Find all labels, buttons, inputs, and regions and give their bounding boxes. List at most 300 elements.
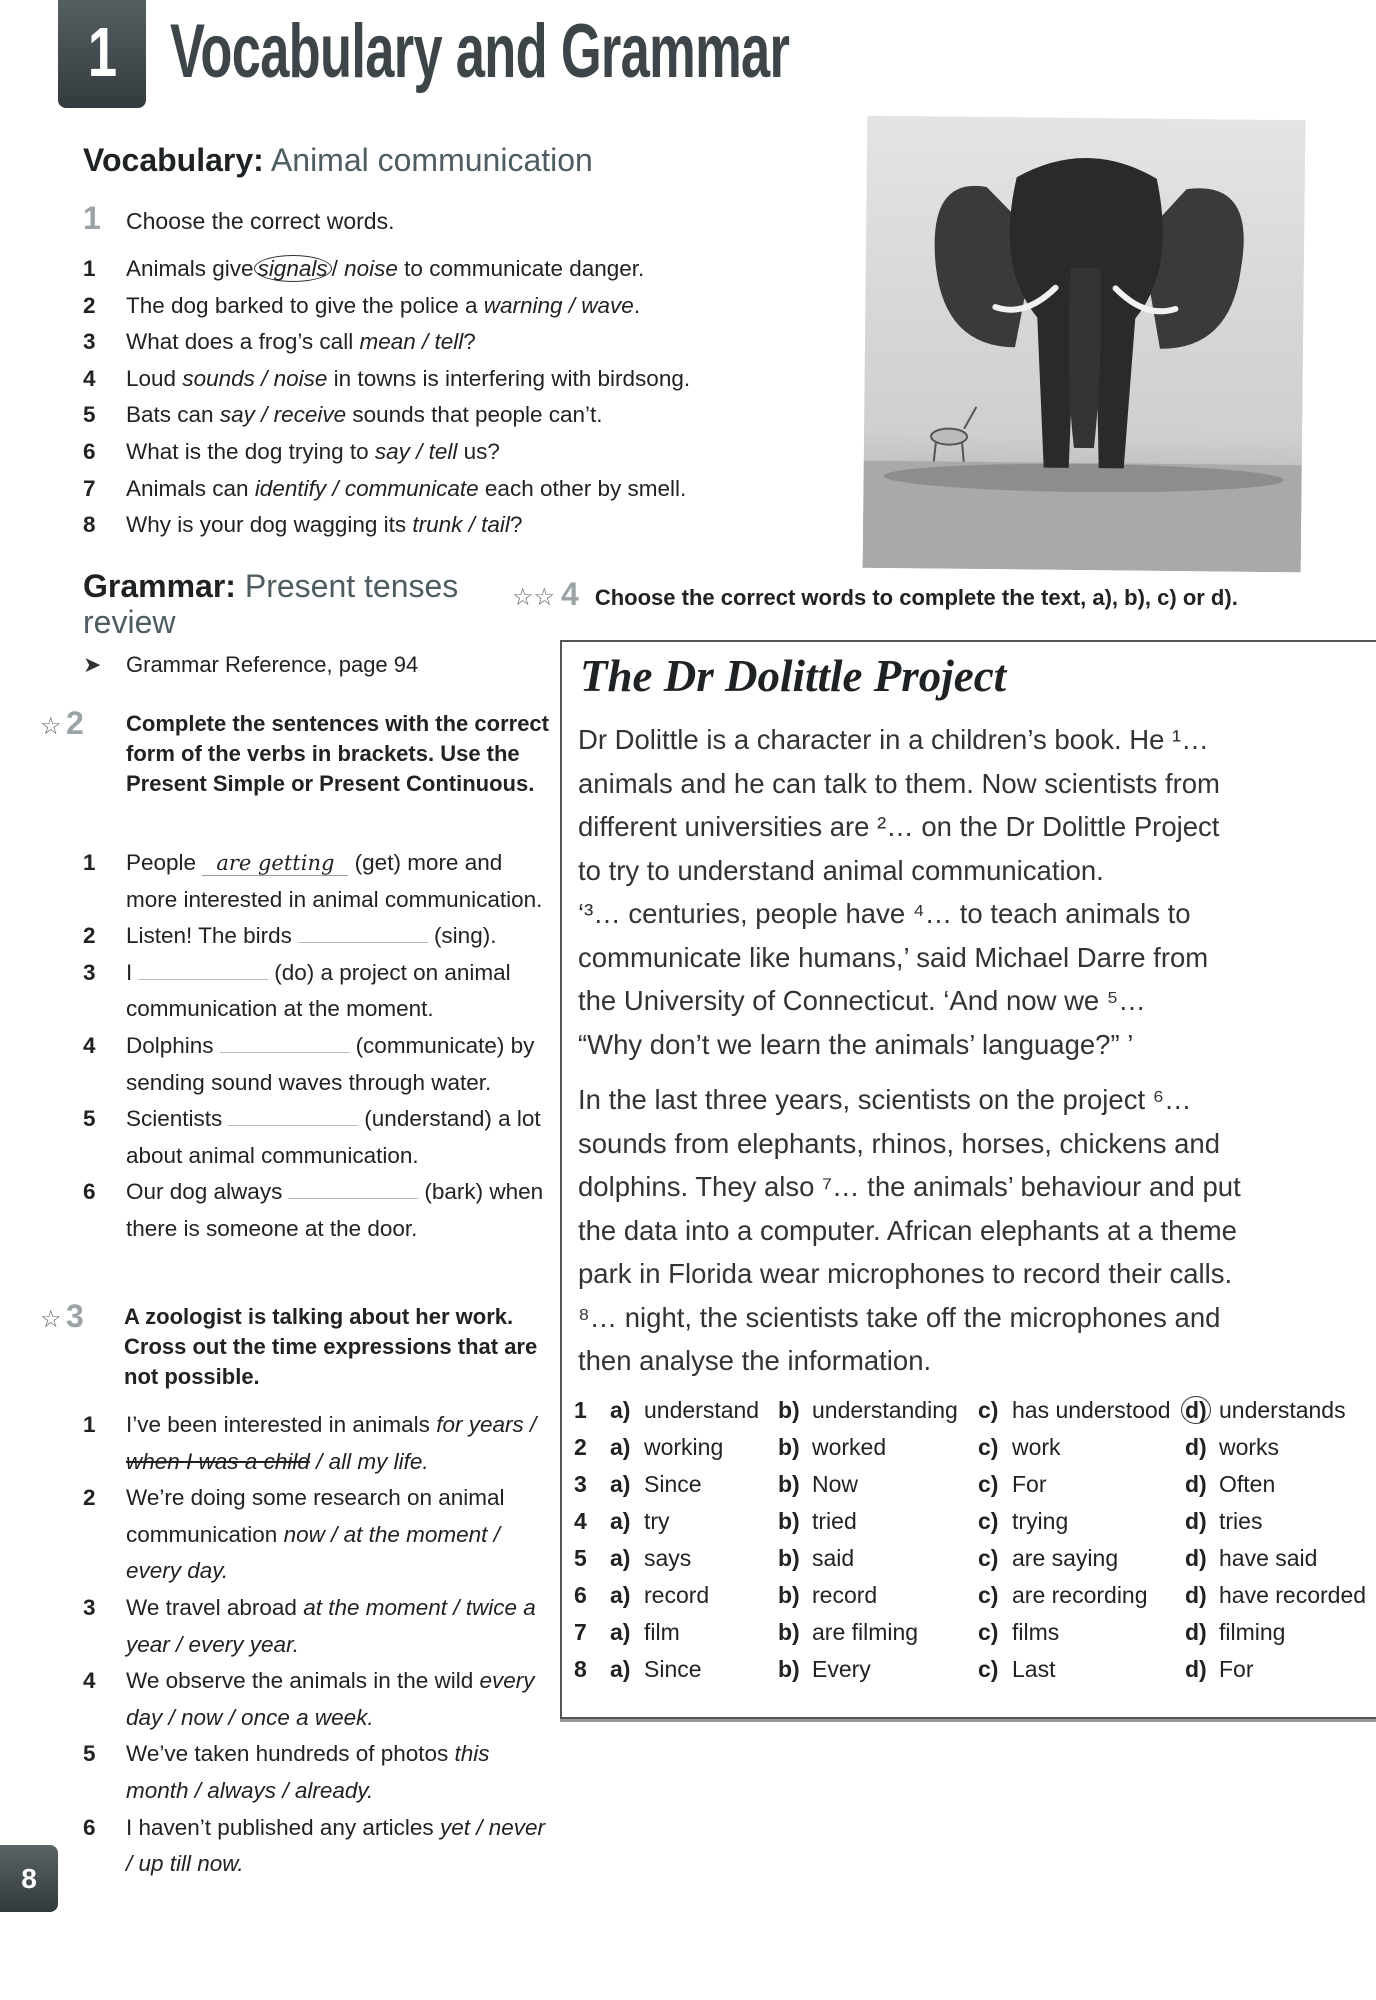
answer-option[interactable] (778, 1503, 978, 1540)
item-number: 3 (83, 959, 96, 985)
text-segment: (sing). (433, 923, 497, 949)
text-line: ⁸… night, the scientists take off the microphones and (578, 1301, 1221, 1333)
option-text[interactable]: for years / (436, 1412, 537, 1437)
text-segment: (understand) a lot about animal communication. (126, 1106, 541, 1168)
text-segment: us? (457, 438, 500, 464)
exercise-1-list (83, 251, 783, 544)
text-segment: Animals can (126, 475, 255, 501)
item-number: 1 (83, 850, 96, 875)
item-number: 2 (83, 1485, 96, 1511)
option-letter (610, 1392, 644, 1429)
text-segment: Our dog always (126, 1179, 283, 1205)
letter: b) (778, 1656, 800, 1682)
text-segment: ? (509, 512, 523, 538)
arrow-right-icon: ➤ (83, 652, 102, 677)
item-number: 4 (83, 1032, 96, 1058)
question-number: 4 (574, 1508, 587, 1534)
elephant-photo (863, 116, 1306, 573)
question-number: 5 (574, 1545, 587, 1571)
item-text (126, 1028, 558, 1101)
option-text: tried (812, 1508, 857, 1534)
option-text: have said (1219, 1545, 1318, 1571)
exercise-number: 3 (65, 1298, 84, 1334)
option-text: understands (1219, 1397, 1346, 1423)
item-number: 5 (83, 1106, 96, 1132)
handwritten-answer[interactable]: are getting (202, 851, 348, 876)
answer-option[interactable] (978, 1392, 1185, 1429)
options-row (574, 1392, 1376, 1429)
option-text[interactable]: say / receive (219, 402, 347, 428)
option-letter (778, 1540, 812, 1577)
option-letter (978, 1577, 1012, 1614)
vocabulary-label: Vocabulary: (83, 142, 264, 178)
vocabulary-heading (83, 142, 593, 179)
options-row (574, 1540, 1376, 1577)
item-text (126, 434, 783, 471)
answer-option[interactable] (1185, 1429, 1376, 1466)
letter: c) (978, 1471, 999, 1497)
answer-option[interactable] (610, 1577, 778, 1614)
answer-blank[interactable] (220, 1032, 350, 1053)
answer-option[interactable] (978, 1614, 1185, 1651)
option-text: record (644, 1582, 710, 1608)
list-item (83, 1480, 553, 1590)
option-text[interactable]: at the moment / twice a year / every year. (126, 1594, 536, 1657)
text-segment: We travel abroad (126, 1594, 304, 1620)
option-text: said (812, 1545, 855, 1571)
text-segment: sounds that people can’t. (346, 402, 603, 428)
option-letter (978, 1392, 1012, 1429)
answer-option[interactable] (778, 1540, 978, 1577)
exercise-3-instruction: A zoologist is talking about her work. Cross out the time expressions that are not possible. (124, 1304, 538, 1389)
text-segment: What is the dog trying to (126, 438, 375, 464)
answer-blank[interactable] (138, 959, 268, 980)
text-segment: Listen! The birds (126, 923, 292, 949)
chapter-number: 1 (87, 13, 117, 91)
item-number: 1 (83, 1412, 96, 1437)
item-number: 4 (83, 365, 96, 391)
answer-option[interactable] (610, 1503, 778, 1540)
item-text (126, 1810, 553, 1883)
item-number: 3 (83, 1594, 96, 1620)
letter: b) (778, 1582, 800, 1608)
letter: c) (978, 1656, 999, 1682)
grammar-label: Grammar: (83, 568, 236, 604)
option-letter (1185, 1429, 1219, 1466)
option-text[interactable]: warning / wave (483, 292, 634, 318)
options-row (574, 1651, 1376, 1688)
option-text: are saying (1012, 1545, 1119, 1571)
grammar-reference-text: Grammar Reference, page 94 (126, 652, 419, 677)
item-number: 5 (83, 1741, 96, 1767)
option-letter (610, 1540, 644, 1577)
text-segment: People (126, 850, 203, 875)
item-number: 8 (83, 512, 96, 538)
option-letter (1185, 1540, 1219, 1577)
page-number-badge (0, 1845, 58, 1912)
letter: b) (778, 1619, 800, 1645)
letter: d) (1185, 1619, 1207, 1645)
option-text[interactable]: trunk / tail (412, 512, 510, 538)
item-text (126, 1663, 553, 1736)
option-text: tries (1219, 1508, 1263, 1534)
item-number: 6 (83, 1179, 96, 1205)
letter: a) (610, 1508, 631, 1534)
option-text: record (812, 1582, 878, 1608)
letter: a) (610, 1434, 631, 1460)
option-text: works (1219, 1434, 1280, 1460)
text-line: then analyse the information. (578, 1345, 932, 1376)
answer-option[interactable] (778, 1466, 978, 1503)
answer-option[interactable] (1185, 1392, 1376, 1429)
letter: a) (610, 1656, 631, 1682)
option-letter (1185, 1392, 1219, 1429)
answer-option[interactable] (1185, 1503, 1376, 1540)
text-segment: . (633, 292, 641, 318)
text-segment: We’ve taken hundreds of photos (126, 1741, 455, 1767)
item-number: 4 (83, 1668, 96, 1694)
option-letter (1185, 1466, 1219, 1503)
answer-option[interactable] (610, 1651, 778, 1688)
option-letter (778, 1577, 812, 1614)
text-segment: We’re doing some research on animal communication (126, 1485, 505, 1547)
text-segment: Dolphins (126, 1032, 214, 1058)
circled-letter: d) (1181, 1396, 1211, 1424)
item-number: 5 (83, 402, 96, 428)
list-item (83, 471, 783, 508)
option-letter (778, 1614, 812, 1651)
option-text[interactable]: yet / never / up till now. (126, 1814, 545, 1877)
option-letter (610, 1577, 644, 1614)
item-text (126, 288, 783, 325)
list-item (83, 1028, 558, 1101)
letter: d) (1185, 1508, 1207, 1534)
exercise-number: 2 (65, 705, 84, 741)
letter: a) (610, 1545, 631, 1571)
item-text (126, 955, 558, 1028)
list-item (83, 507, 783, 544)
text-line: animals and he can talk to them. Now scientists from (578, 767, 1220, 799)
exercise-1-header (83, 200, 394, 237)
answer-option[interactable] (610, 1429, 778, 1466)
item-number: 7 (83, 475, 96, 501)
answer-option[interactable] (778, 1577, 978, 1614)
text-line: different universities are ²… on the Dr Dolittle Project (578, 811, 1220, 842)
exercise-4-header (512, 576, 1238, 613)
option-text: Since (644, 1656, 702, 1682)
item-text (126, 324, 783, 361)
answer-option[interactable] (978, 1540, 1185, 1577)
item-text (126, 471, 783, 508)
option-text: Often (1219, 1471, 1276, 1497)
text-segment: I haven’t published any articles (126, 1814, 440, 1840)
option-text[interactable]: now / at the moment / every day. (126, 1521, 500, 1584)
exercise-3-header (40, 1298, 84, 1335)
letter: a) (610, 1582, 631, 1608)
answer-option[interactable] (778, 1429, 978, 1466)
answer-option[interactable] (1185, 1651, 1376, 1688)
option-letter (610, 1614, 644, 1651)
option-text: working (644, 1434, 724, 1460)
reading-paragraph-2 (578, 1078, 1241, 1383)
two-stars-icon: ☆☆ (512, 584, 556, 611)
option-text: understanding (812, 1397, 958, 1423)
text-segment: We observe the animals in the wild (126, 1668, 480, 1694)
option-letter (978, 1651, 1012, 1688)
answer-option[interactable] (1185, 1577, 1376, 1614)
option-letter (778, 1503, 812, 1540)
letter: a) (610, 1397, 631, 1423)
text-segment: The dog barked to give the police a (126, 292, 484, 318)
text-segment: (get) more and more interested in animal communication. (126, 850, 543, 912)
text-segment: Animals give (126, 256, 254, 281)
option-letter (978, 1429, 1012, 1466)
text-segment: (communicate) by sending sound waves through water. (126, 1032, 535, 1095)
option-text[interactable]: every day / now / once a week. (126, 1668, 535, 1730)
letter: b) (778, 1471, 800, 1497)
option-text: understand (644, 1397, 760, 1423)
text-segment: / (331, 256, 345, 281)
text-segment: I’ve been interested in animals (126, 1412, 437, 1437)
text-line: park in Florida wear microphones to record their calls. (578, 1258, 1233, 1289)
option-text: says (644, 1545, 692, 1571)
options-row (574, 1503, 1376, 1540)
text-segment: ? (463, 329, 476, 355)
list-item (83, 1810, 553, 1883)
text-segment: to communicate danger. (397, 256, 645, 281)
text-segment: I (126, 959, 133, 985)
option-text: Last (1012, 1656, 1056, 1682)
text-segment: in towns is interfering with birdsong. (327, 365, 691, 391)
answer-option[interactable] (610, 1540, 778, 1577)
option-text: are recording (1012, 1582, 1148, 1608)
option-letter (778, 1429, 812, 1466)
grammar-topic: Present tenses (244, 568, 459, 604)
star-icon: ☆ (40, 713, 62, 740)
reading-paragraph-1 (578, 718, 1220, 1066)
chapter-title: Vocabulary and Grammar (170, 9, 790, 94)
answer-option[interactable] (978, 1577, 1185, 1614)
question-number: 7 (574, 1619, 587, 1645)
option-letter (978, 1614, 1012, 1651)
grammar-reference[interactable] (83, 652, 418, 678)
letter: c) (978, 1434, 999, 1460)
item-text (126, 1736, 553, 1809)
grammar-topic-continued: review (83, 604, 176, 640)
text-segment: Scientists (126, 1106, 223, 1132)
option-letter (1185, 1651, 1219, 1688)
answer-blank[interactable] (298, 922, 428, 943)
exercise-4-instruction: Choose the correct words to complete the text, a), b), c) or d). (594, 585, 1238, 610)
answer-option[interactable] (978, 1503, 1185, 1540)
letter: c) (978, 1508, 999, 1534)
star-icon: ☆ (40, 1306, 62, 1333)
item-text (126, 1174, 558, 1247)
list-item (83, 918, 558, 955)
option-letter (778, 1392, 812, 1429)
answer-option[interactable] (978, 1466, 1185, 1503)
list-item (83, 1663, 553, 1736)
options-row (574, 1577, 1376, 1614)
option-letter (978, 1503, 1012, 1540)
option-text: has understood (1012, 1397, 1171, 1423)
option-text: work (1012, 1434, 1061, 1460)
answer-option[interactable] (610, 1614, 778, 1651)
letter: a) (610, 1619, 631, 1645)
list-item (83, 1736, 553, 1809)
letter: c) (978, 1582, 999, 1608)
text-line: “Why don’t we learn the animals’ language?” ’ (578, 1028, 1134, 1060)
exercise-2-list (83, 845, 558, 1248)
reading-title: The Dr Dolittle Project (580, 651, 1007, 701)
option-text: Since (644, 1471, 702, 1497)
answer-blank[interactable] (228, 1105, 358, 1126)
letter: b) (778, 1397, 800, 1423)
crossed-out-option[interactable]: when I was a child (126, 1448, 310, 1474)
list-item (83, 1590, 553, 1663)
exercise-number: 1 (83, 200, 101, 236)
item-text (126, 361, 783, 398)
option-text[interactable]: noise (344, 256, 398, 281)
letter: b) (778, 1545, 800, 1571)
list-item (83, 361, 783, 398)
item-text (126, 1590, 553, 1663)
option-text[interactable]: mean / tell (359, 329, 464, 355)
text-line: dolphins. They also ⁷… the animals’ behaviour and put (578, 1171, 1241, 1202)
option-text[interactable]: sounds / noise (182, 365, 328, 391)
exercise-2-header (40, 705, 84, 742)
answer-option[interactable] (610, 1466, 778, 1503)
item-text (126, 507, 783, 544)
option-text[interactable]: / all my life. (309, 1448, 429, 1474)
letter: d) (1185, 1656, 1207, 1682)
option-text: films (1012, 1619, 1060, 1645)
option-text: For (1219, 1656, 1254, 1682)
list-item (83, 397, 783, 434)
option-letter (1185, 1577, 1219, 1614)
answer-option[interactable] (778, 1614, 978, 1651)
list-item (83, 1101, 558, 1174)
exercise-instruction: Choose the correct words. (126, 208, 395, 234)
options-row (574, 1614, 1376, 1651)
option-text: trying (1012, 1508, 1069, 1534)
vocabulary-topic: Animal communication (270, 142, 593, 178)
option-text: are filming (812, 1619, 919, 1645)
item-text (126, 1480, 553, 1590)
question-number: 1 (574, 1397, 587, 1423)
item-text (126, 251, 783, 288)
option-text[interactable]: say / tell (374, 438, 458, 464)
option-text[interactable]: this month / always / already. (126, 1741, 490, 1803)
answer-option[interactable] (610, 1392, 778, 1429)
option-text: worked (812, 1434, 887, 1460)
letter: c) (978, 1619, 999, 1645)
item-text (126, 1407, 553, 1480)
answer-option[interactable] (1185, 1614, 1376, 1651)
list-item (83, 1174, 558, 1247)
exercise-3-list (83, 1407, 553, 1883)
option-letter (610, 1503, 644, 1540)
list-item (83, 324, 783, 361)
question-number: 6 (574, 1582, 587, 1608)
letter: b) (778, 1434, 800, 1460)
option-letter (610, 1429, 644, 1466)
option-letter (610, 1466, 644, 1503)
item-text (126, 397, 783, 434)
exercise-2-instruction: Complete the sentences with the correct form of the verbs in brackets. Use the Present Simple or Present Continuous. (126, 711, 549, 796)
option-text: have recorded (1219, 1582, 1367, 1608)
answer-options-table (574, 1392, 1376, 1688)
list-item (83, 288, 783, 325)
answer-option[interactable] (978, 1651, 1185, 1688)
text-line: ‘³… centuries, people have ⁴… to teach animals to (578, 898, 1191, 929)
option-text: film (644, 1619, 680, 1645)
answer-option[interactable] (1185, 1466, 1376, 1503)
option-letter (1185, 1614, 1219, 1651)
letter: d) (1185, 1582, 1207, 1608)
text-segment: Why is your dog wagging its (126, 512, 413, 538)
option-letter (1185, 1503, 1219, 1540)
exercise-number: 4 (561, 576, 579, 612)
text-segment: Bats can (126, 402, 220, 428)
answer-option[interactable] (778, 1651, 978, 1688)
letter: c) (978, 1545, 999, 1571)
option-text: Every (812, 1656, 871, 1682)
option-text[interactable]: identify / communicate (254, 475, 479, 501)
item-number: 6 (83, 438, 96, 464)
answer-option[interactable] (978, 1429, 1185, 1466)
grammar-heading (83, 568, 458, 640)
item-number: 3 (83, 329, 96, 355)
page-number: 8 (21, 1863, 37, 1894)
item-number: 6 (83, 1814, 96, 1840)
list-item (83, 1407, 553, 1480)
text-line: the University of Connecticut. ‘And now we ⁵… (578, 985, 1146, 1016)
letter: d) (1185, 1471, 1207, 1497)
question-number: 3 (574, 1471, 587, 1497)
letter: a) (610, 1471, 631, 1497)
text-segment: (do) a project on animal communication at the moment. (126, 959, 511, 1022)
text-segment: each other by smell. (478, 475, 687, 501)
item-number: 2 (83, 292, 96, 318)
option-letter (610, 1651, 644, 1688)
answer-option[interactable] (778, 1392, 978, 1429)
option-letter (978, 1466, 1012, 1503)
option-text: try (644, 1508, 670, 1534)
letter: d) (1185, 1545, 1207, 1571)
list-item (83, 845, 558, 918)
item-text (126, 1101, 558, 1174)
item-number: 2 (83, 923, 96, 949)
item-text (126, 845, 558, 918)
answer-option[interactable] (1185, 1540, 1376, 1577)
text-line: the data into a computer. African elephants at a theme (578, 1214, 1237, 1246)
circled-answer[interactable]: signals (254, 255, 332, 282)
text-segment: What does a frog’s call (126, 329, 360, 355)
answer-blank[interactable] (288, 1178, 418, 1199)
option-letter (778, 1651, 812, 1688)
item-number: 1 (83, 256, 96, 281)
option-letter (778, 1466, 812, 1503)
text-segment: (bark) when there is someone at the door. (126, 1179, 544, 1241)
option-text: Now (812, 1471, 859, 1497)
list-item (83, 434, 783, 471)
options-row (574, 1429, 1376, 1466)
letter: c) (978, 1397, 999, 1423)
text-line: Dr Dolittle is a character in a children’s book. He ¹… (578, 724, 1209, 755)
text-segment: Loud (126, 365, 183, 391)
item-text (126, 918, 558, 955)
